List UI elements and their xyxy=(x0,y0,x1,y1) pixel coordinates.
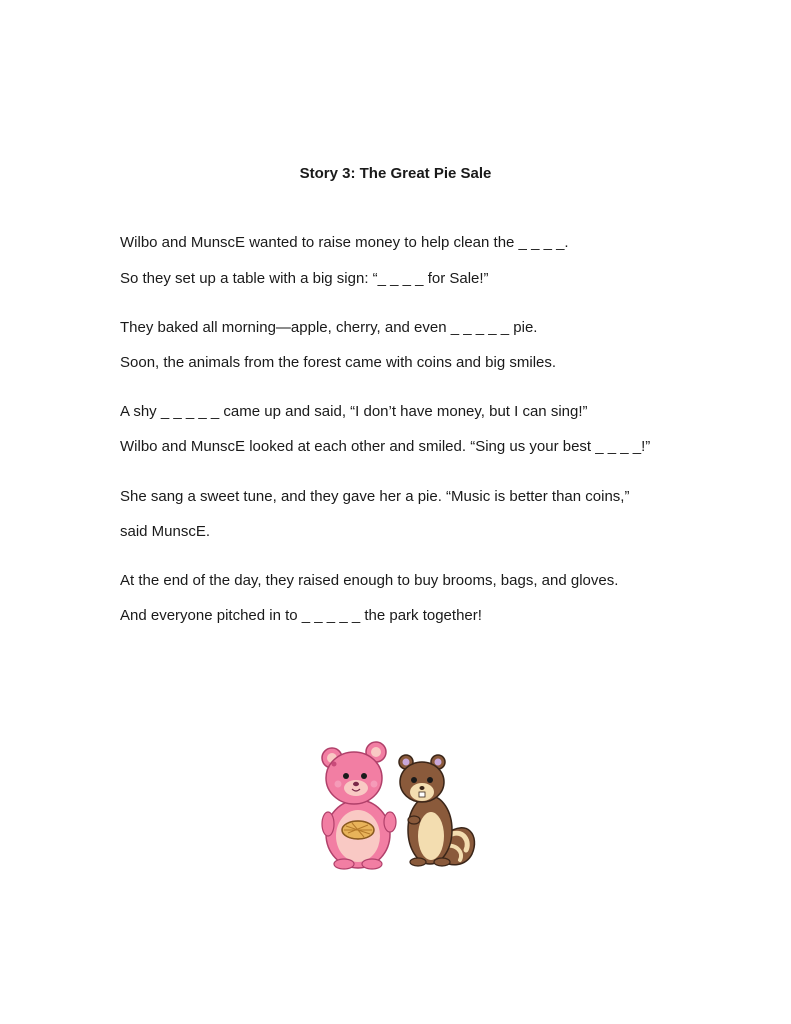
story-line-7: She sang a sweet tune, and they gave her a pie. “Music is better than coins,” xyxy=(120,488,630,505)
story-line-8: said MunscE. xyxy=(120,523,211,540)
story-line-9: At the end of the day, they raised enough to buy brooms, bags, and gloves. xyxy=(120,572,619,589)
pie-icon xyxy=(342,821,374,839)
squirrel xyxy=(399,755,452,866)
story-title: Story 3: The Great Pie Sale xyxy=(299,165,492,182)
bear xyxy=(322,742,396,869)
story-line-10: And everyone pitched in to _ _ _ _ _ the park together! xyxy=(120,607,482,624)
story-line-5: A shy _ _ _ _ _ came up and said, “I don’t have money, but I can sing!” xyxy=(120,403,588,420)
story-line-1: Wilbo and MunscE wanted to raise money to help clean the _ _ _ _. xyxy=(120,234,569,251)
story-line-4: Soon, the animals from the forest came with coins and big smiles. xyxy=(120,354,557,371)
story-line-3: They baked all morning—apple, cherry, and even _ _ _ _ _ pie. xyxy=(120,319,538,336)
bear-and-squirrel-illustration xyxy=(318,738,480,870)
story-line-2: So they set up a table with a big sign: “_ _ _ _ for Sale!” xyxy=(120,270,489,287)
story-line-6: Wilbo and MunscE looked at each other and smiled. “Sing us your best _ _ _ _!” xyxy=(120,438,651,455)
